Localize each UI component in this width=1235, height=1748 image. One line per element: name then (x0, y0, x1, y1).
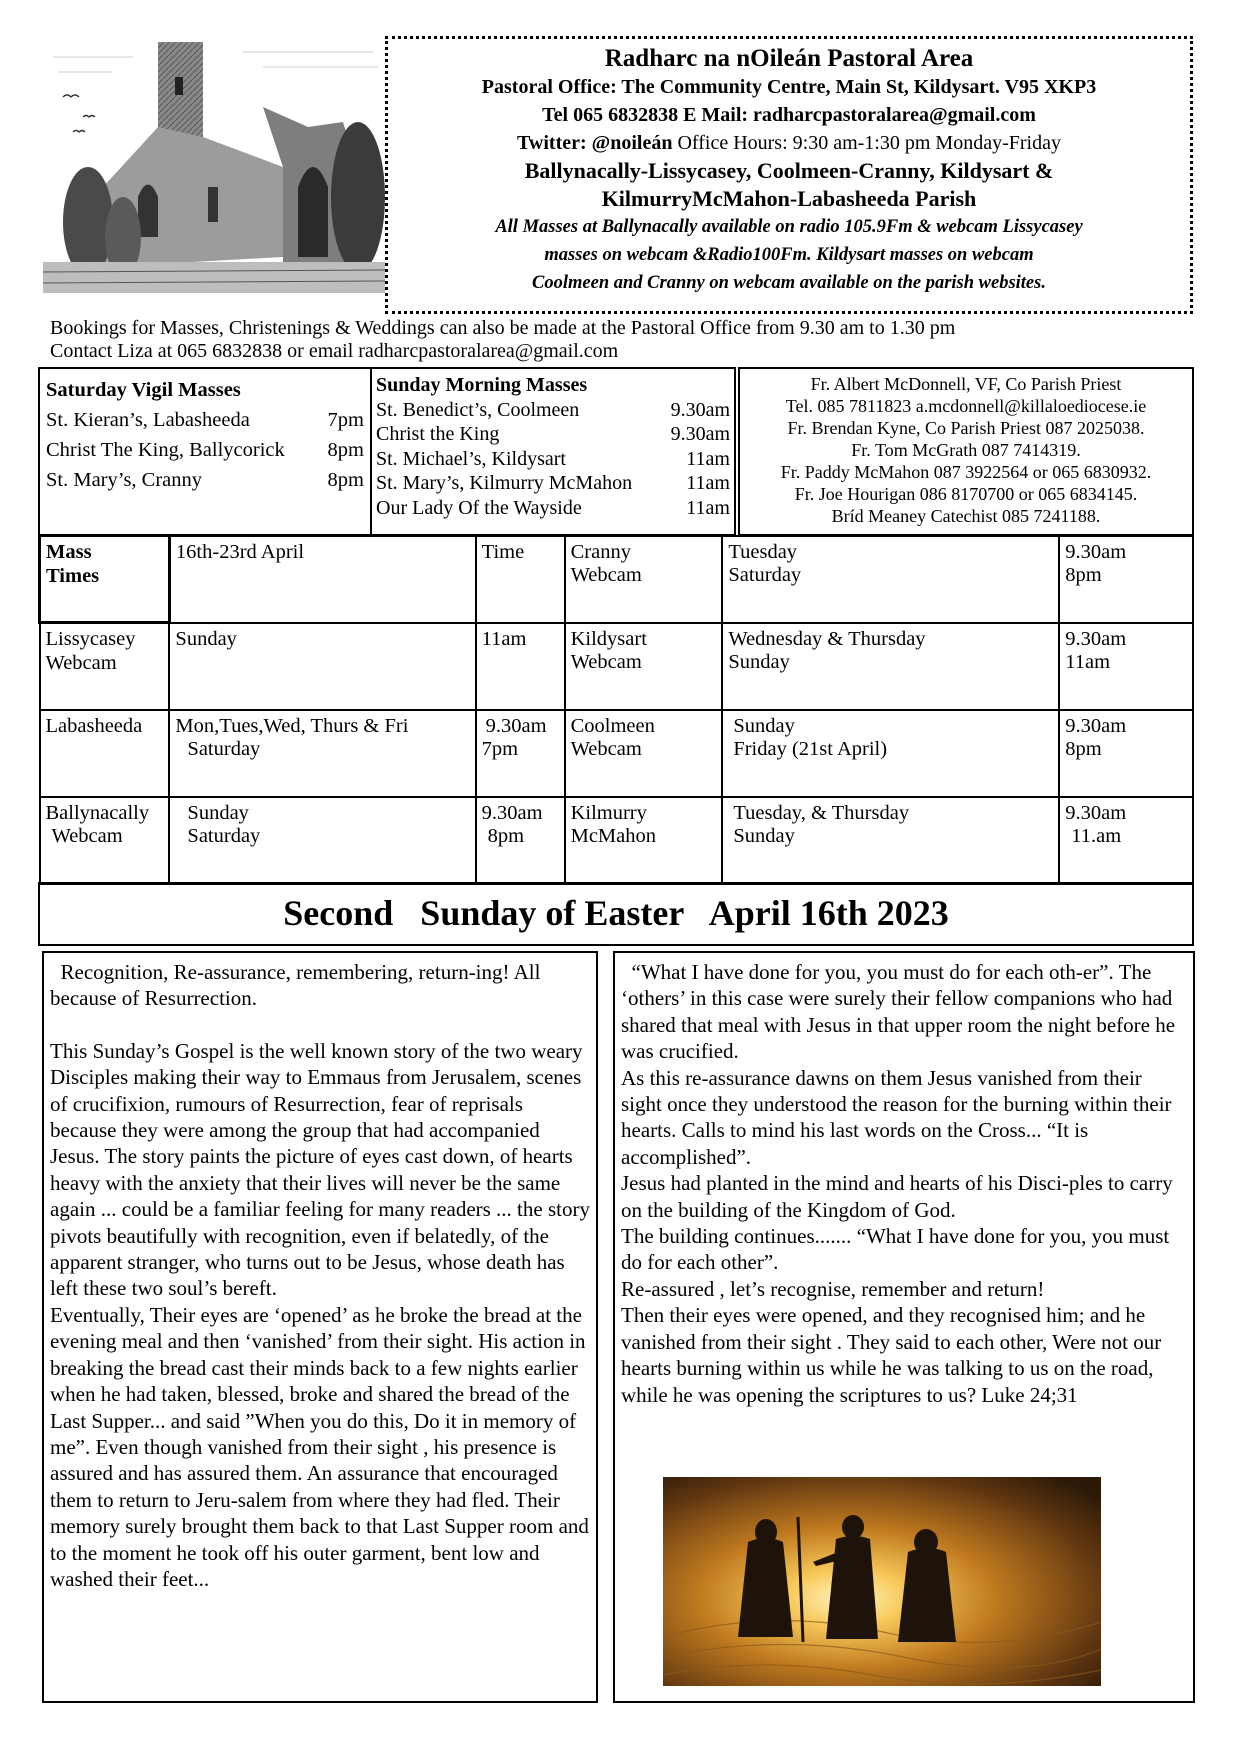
table-cell: Kilmurry McMahon (565, 797, 723, 884)
clergy-line: Fr. Joe Hourigan 086 8170700 or 065 6834145. (794, 484, 1138, 504)
clergy-line: Fr. Tom McGrath 087 7414319. (851, 440, 1081, 460)
bookings-line-1: Bookings for Masses, Christenings & Weddings can also be made at the Pastoral Office from 9.30 am to 1.30 pm (50, 317, 956, 339)
table-cell: Sunday (169, 623, 475, 710)
road-to-emmaus-illustration (663, 1477, 1101, 1686)
reflection-left-column (42, 951, 598, 1703)
sunday-row: St. Michael’s, Kildysart 11am (376, 447, 730, 470)
mass-times-table (38, 534, 1194, 885)
table-cell: Labasheeda (40, 710, 170, 797)
sunday-row: St. Mary’s, Kilmurry McMahon 11am (376, 472, 730, 494)
pastoral-area-header (385, 36, 1193, 314)
table-row (40, 710, 1194, 797)
table-cell: Wednesday & Thursday Sunday (722, 623, 1059, 710)
paragraph: Then their eyes were opened, and they recognised him; and he vanished from their sight . They said to each other, Were not our hearts burning within us while he was talking to us on the road, while he was opening the scriptures to us? Luke 24;31 (621, 1303, 1162, 1407)
table-cell: Kildysart Webcam (565, 623, 723, 710)
table-cell: 11am (476, 623, 565, 710)
contact-line: Tel 065 6832838 E Mail: radharcpastoralarea@gmail.com (542, 104, 1036, 126)
table-row (40, 623, 1194, 710)
table-cell: Time (476, 536, 565, 623)
table-cell: Sunday Saturday (169, 797, 475, 884)
table-cell: 9.30am 11.am (1059, 797, 1193, 884)
table-cell: 9.30am 8pm (1059, 536, 1193, 623)
table-cell: 9.30am 11am (1059, 623, 1193, 710)
paragraph: The building continues....... “What I have done for you, you must do for each other”. (621, 1224, 1170, 1275)
table-row (40, 536, 1194, 623)
vigil-row: Christ The King, Ballycorick 8pm (46, 439, 364, 461)
table-cell: Sunday Friday (21st April) (722, 710, 1059, 797)
table-cell: Ballynacally Webcam (40, 797, 170, 884)
webcam-info-line-2: masses on webcam &Radio100Fm. Kildysart masses on webcam (544, 245, 1034, 265)
vigil-row: St. Kieran’s, Labasheeda 7pm (46, 409, 364, 431)
office-hours: Office Hours: 9:30 am-1:30 pm Monday-Friday (672, 132, 1061, 154)
clergy-line: Fr. Brendan Kyne, Co Parish Priest 087 2025038. (787, 418, 1145, 438)
parish-names-line-2: KilmurryMcMahon-Labasheeda Parish (601, 186, 977, 211)
table-cell: 9.30am 8pm (1059, 710, 1193, 797)
sunday-row: Our Lady Of the Wayside 11am (376, 496, 730, 519)
paragraph: Recognition, Re-assurance, remembering, return-ing! All because of Resurrection. (50, 960, 546, 1011)
paragraph: As this re-assurance dawns on them Jesus vanished from their sight once they understood the reason for the burning within their hearts. Calls to mind his last words on the Cross... “It is accomplished”. (621, 1065, 1172, 1169)
table-cell: 9.30am 8pm (476, 797, 565, 884)
table-cell: Tuesday Saturday (722, 536, 1059, 623)
paragraph: “What I have done for you, you must do for each oth-er”. The ‘others’ in this case were surely their fellow companions who had shared that meal with Jesus in that upper room the night before he was crucified. (621, 960, 1181, 1064)
paragraph: Re-assured , let’s recognise, remember and return! (621, 1276, 1045, 1301)
sunday-row: Christ the King 9.30am (376, 423, 730, 445)
table-cell: Lissycasey Webcam (40, 623, 170, 710)
paragraph: Eventually, Their eyes are ‘opened’ as he broke the bread at the evening meal and then ‘vanished’ from their sight. His action in breaking the bread cast their minds back to a few nights earlier when he had taken, blessed, broke and shared the bread of the Last Supper... and said ”When you do this, Do it in memory of me”. Even though vanished from their sight , his presence is assured and has assured them. An assurance that encouraged them to return to Jeru-salem from where they had fled. Their memory surely brought them back to that Last Supper room and to the moment he took off his outer garment, bent low and washed their feet... (50, 1302, 589, 1591)
clergy-line: Tel. 085 7811823 a.mcdonnell@killaloediocese.ie (785, 396, 1147, 416)
parish-names-line-1: Ballynacally-Lissycasey, Coolmeen-Cranny, Kildysart & (524, 158, 1054, 183)
table-cell: 16th-23rd April (169, 536, 475, 623)
paragraph: Jesus had planted in the mind and hearts of his Disci-ples to carry on the building of the Kingdom of God. (621, 1171, 1173, 1222)
table-cell: Tuesday, & Thursday Sunday (722, 797, 1059, 884)
church-ruin-illustration (43, 37, 385, 293)
sunday-row: St. Benedict’s, Coolmeen 9.30am (376, 398, 730, 421)
page-title: Second Sunday of Easter April 16th 2023 (38, 882, 1194, 946)
table-cell: 9.30am 7pm (476, 710, 565, 797)
clergy-contacts-box (738, 367, 1194, 536)
twitter-handle: Twitter: @noileán (517, 132, 673, 154)
table-cell: Mass Times (40, 536, 170, 623)
bookings-notice (50, 317, 1200, 363)
table-row (40, 797, 1194, 884)
table-cell: Coolmeen Webcam (565, 710, 723, 797)
webcam-info-line-1: All Masses at Ballynacally available on radio 105.9Fm & webcam Lissycasey (495, 217, 1083, 237)
vigil-row: St. Mary’s, Cranny 8pm (46, 469, 364, 491)
bookings-line-2: Contact Liza at 065 6832838 or email radharcpastoralarea@gmail.com (50, 340, 619, 362)
pastoral-area-title: Radharc na nOileán Pastoral Area (604, 45, 974, 72)
saturday-vigil-box (38, 367, 372, 536)
clergy-line: Fr. Albert McDonnell, VF, Co Parish Priest (810, 374, 1122, 394)
pastoral-office-address: Pastoral Office: The Community Centre, Main St, Kildysart. V95 XKP3 (481, 76, 1097, 98)
sunday-morning-heading: Sunday Morning Masses (376, 374, 588, 396)
clergy-line: Bríd Meaney Catechist 085 7241188. (831, 506, 1101, 526)
clergy-line: Fr. Paddy McMahon 087 3922564 or 065 6830932. (780, 462, 1152, 482)
paragraph: This Sunday’s Gospel is the well known story of the two weary Disciples making their way to Emmaus from Jerusalem, scenes of crucifixion, rumours of Resurrection, fear of reprisals because they were among the group that had accompanied Jesus. The story paints the picture of eyes cast down, of hearts heavy with the anxiety that their lives will never be the same again ... could be a familiar feeling for many readers ... the story pivots beautifully with recognition, even if belatedly, of the apparent stranger, who turns out to be Jesus, whose death has left these two soul’s bereft. (50, 1038, 590, 1301)
saturday-vigil-heading: Saturday Vigil Masses (46, 379, 241, 401)
webcam-info-line-3: Coolmeen and Cranny on webcam available on the parish websites. (532, 273, 1046, 293)
sunday-morning-box (370, 367, 736, 536)
table-cell: Cranny Webcam (565, 536, 723, 623)
table-cell: Mon,Tues,Wed, Thurs & Fri Saturday (169, 710, 475, 797)
